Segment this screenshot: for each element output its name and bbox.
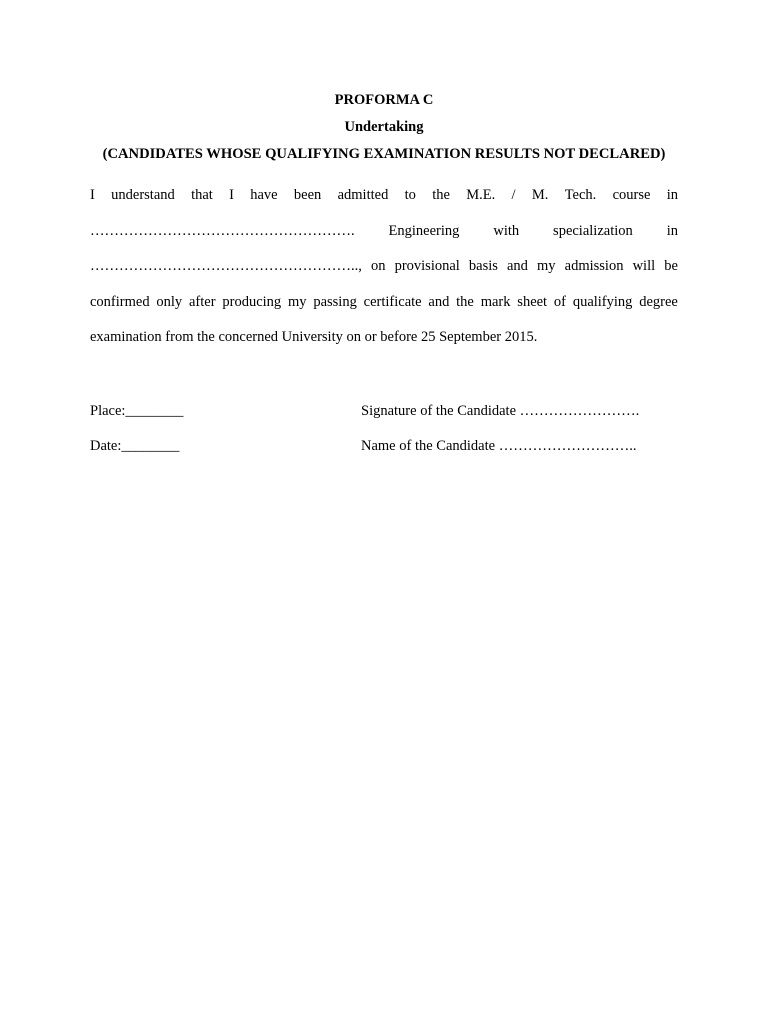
paragraph-word: confirmed bbox=[90, 293, 150, 310]
paragraph-word: qualifying bbox=[572, 293, 633, 310]
paragraph-word: the bbox=[456, 293, 474, 310]
paragraph-word: Engineering bbox=[388, 222, 460, 239]
page-caption: (CANDIDATES WHOSE QUALIFYING EXAMINATION RESULTS NOT DECLARED) bbox=[102, 146, 666, 162]
paragraph-word: / bbox=[511, 187, 516, 203]
paragraph-word: understand bbox=[111, 187, 175, 203]
paragraph-word: I bbox=[229, 187, 234, 203]
paragraph-line bbox=[90, 255, 678, 291]
paragraph-word: admitted bbox=[337, 187, 389, 203]
paragraph-word: M. bbox=[531, 187, 549, 203]
paragraph-word: to bbox=[404, 187, 416, 203]
paragraph-word: in bbox=[666, 187, 678, 203]
paragraph-word: producing bbox=[222, 293, 282, 310]
paragraph-word: degree bbox=[639, 293, 678, 310]
paragraph-word: ………………………………………………. bbox=[90, 222, 355, 239]
place-signature-row bbox=[90, 400, 678, 422]
paragraph-word: Tech. bbox=[564, 187, 597, 203]
paragraph-word: of bbox=[553, 293, 566, 310]
date-field: Date:________ bbox=[90, 438, 180, 454]
paragraph-word: been bbox=[293, 187, 322, 203]
page-title: PROFORMA C bbox=[334, 92, 434, 108]
paragraph-line-last: examination from the concerned University on or before 25 September 2015. bbox=[90, 329, 538, 346]
paragraph-word: in bbox=[666, 222, 678, 239]
paragraph-line bbox=[90, 220, 678, 256]
page-subtitle: Undertaking bbox=[344, 119, 424, 135]
paragraph-word: have bbox=[250, 187, 278, 203]
paragraph-word: course bbox=[612, 187, 651, 203]
paragraph-word: the bbox=[432, 187, 450, 203]
paragraph-word: admission bbox=[564, 258, 624, 275]
paragraph-word: ……………………………………………….., bbox=[90, 258, 362, 275]
paragraph-word: passing bbox=[313, 293, 357, 310]
paragraph-word: and bbox=[428, 293, 450, 310]
date-name-row bbox=[90, 435, 678, 457]
paragraph-word: I bbox=[90, 187, 95, 203]
paragraph-word: and bbox=[507, 258, 528, 275]
paragraph-word: will bbox=[632, 258, 656, 275]
paragraph-word: be bbox=[664, 258, 678, 275]
paragraph-word: on bbox=[370, 258, 386, 275]
paragraph-word: that bbox=[191, 187, 213, 203]
paragraph-word: sheet bbox=[517, 293, 548, 310]
paragraph-word: certificate bbox=[363, 293, 422, 310]
place-field: Place:________ bbox=[90, 403, 184, 419]
paragraph-word: M.E. bbox=[466, 187, 496, 203]
paragraph-word: after bbox=[189, 293, 216, 310]
signature-field: Signature of the Candidate ……………………. bbox=[361, 403, 640, 419]
undertaking-paragraph bbox=[90, 184, 678, 362]
paragraph-word: specialization bbox=[553, 222, 633, 239]
paragraph-word: basis bbox=[468, 258, 498, 275]
paragraph-word: my bbox=[287, 293, 307, 310]
paragraph-word: mark bbox=[480, 293, 511, 310]
paragraph-word: only bbox=[156, 293, 183, 310]
name-field: Name of the Candidate ……………………….. bbox=[361, 438, 637, 454]
paragraph-line bbox=[90, 291, 678, 327]
paragraph-word: with bbox=[493, 222, 520, 239]
paragraph-word: provisional bbox=[394, 258, 460, 275]
paragraph-line bbox=[90, 184, 678, 220]
paragraph-word: my bbox=[537, 258, 556, 275]
